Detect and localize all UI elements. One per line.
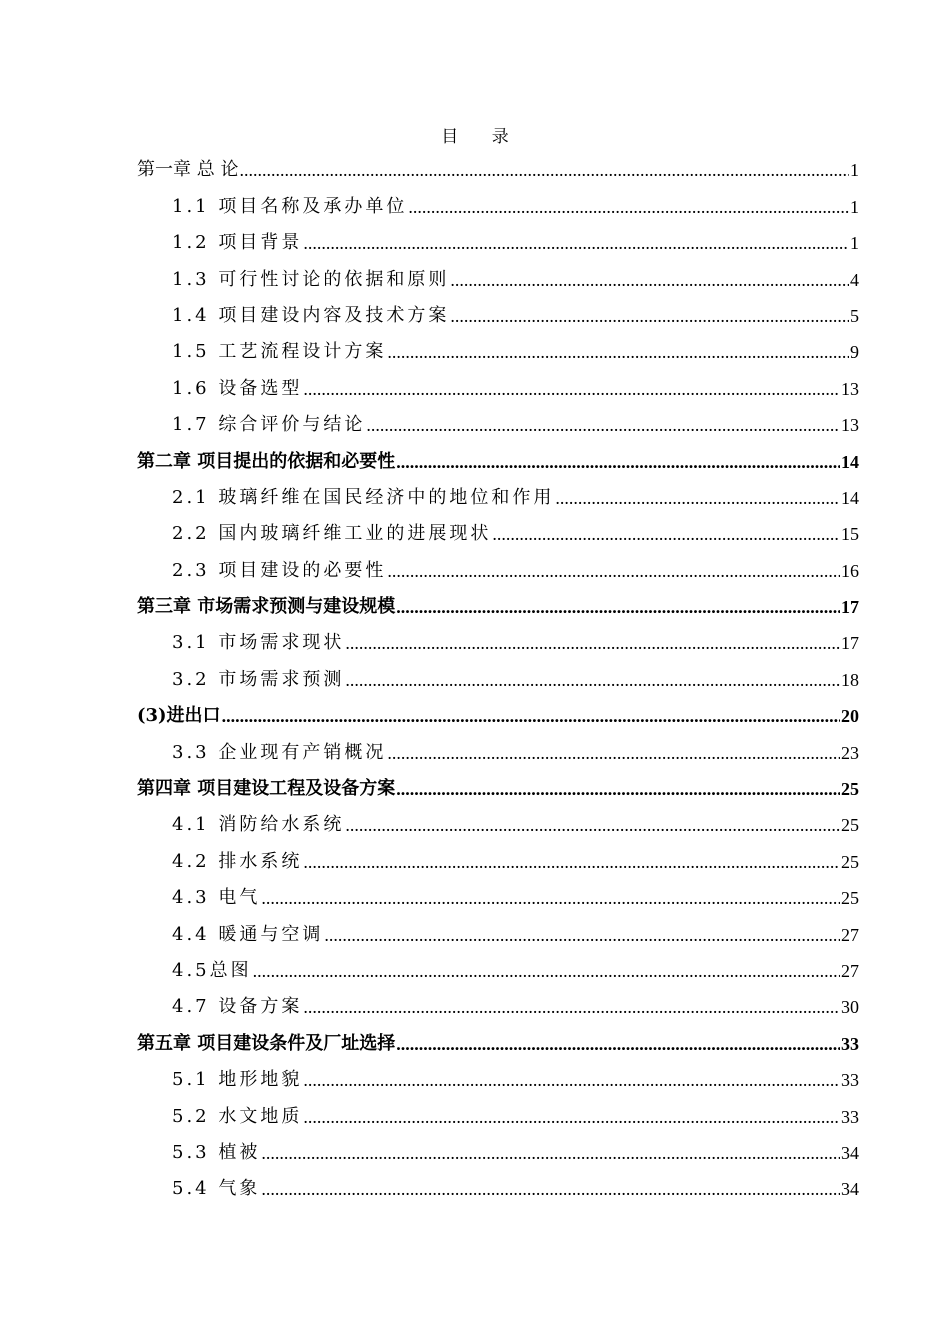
- toc-entry-page: 1: [850, 233, 859, 254]
- toc-entry-page: 25: [841, 851, 859, 872]
- toc-entry[interactable]: [137, 625, 859, 661]
- toc-entry-label: 1.5 工艺流程设计方案: [172, 341, 387, 363]
- toc-entry-page: 27: [841, 960, 859, 981]
- toc-entry-label: 5.3 植被: [172, 1141, 261, 1163]
- dot-leader: [492, 516, 840, 552]
- toc-entry[interactable]: [137, 807, 859, 843]
- dot-leader: [303, 371, 840, 407]
- toc-entry[interactable]: [137, 880, 859, 916]
- toc-entry[interactable]: [137, 1062, 859, 1098]
- toc-entry[interactable]: [137, 771, 859, 807]
- toc-entry-page: 20: [841, 706, 859, 727]
- toc-entry[interactable]: [137, 443, 859, 479]
- dot-leader: [303, 844, 840, 880]
- toc-entry-label: 2.1 玻璃纤维在国民经济中的地位和作用: [172, 486, 555, 508]
- dot-leader: [239, 152, 849, 188]
- toc-entry-label: 第二章 项目提出的依据和必要性: [137, 450, 396, 472]
- dot-leader: [366, 407, 840, 443]
- toc-entry-label: 1.4 项目建设内容及技术方案: [172, 304, 450, 326]
- toc-entry-label: 第五章 项目建设条件及厂址选择: [137, 1032, 396, 1054]
- toc-entry-page: 13: [841, 415, 859, 436]
- toc-entry-label: 5.4 气象: [172, 1178, 261, 1200]
- dot-leader: [222, 698, 840, 734]
- dot-leader: [253, 953, 840, 989]
- toc-entry-page: 33: [841, 1070, 859, 1091]
- dot-leader: [261, 880, 840, 916]
- toc-entry-page: 13: [841, 378, 859, 399]
- toc-entry-page: 9: [850, 342, 859, 363]
- toc-entry-page: 14: [841, 487, 859, 508]
- toc-entry-page: 15: [841, 524, 859, 545]
- toc-entry-label: 5.2 水文地质: [172, 1105, 303, 1127]
- toc-entry-page: 25: [841, 779, 859, 800]
- toc-entry-label: 1.6 设备选型: [172, 377, 303, 399]
- dot-leader: [450, 262, 849, 298]
- toc-entry-page: 14: [841, 451, 859, 472]
- toc-entry-page: 17: [841, 633, 859, 654]
- toc-entry-page: 27: [841, 924, 859, 945]
- dot-leader: [396, 771, 840, 807]
- toc-entry[interactable]: [137, 698, 859, 734]
- toc-entry-label: 4.7 设备方案: [172, 996, 303, 1018]
- toc-entry-label: 2.3 项目建设的必要性: [172, 559, 387, 581]
- toc-entry-page: 25: [841, 888, 859, 909]
- toc-entry-page: 16: [841, 560, 859, 581]
- toc-entry[interactable]: [137, 188, 859, 224]
- toc-entry-label: 3.3 企业现有产销概况: [172, 741, 387, 763]
- toc-entry-label: 3.2 市场需求预测: [172, 668, 345, 690]
- dot-leader: [261, 1171, 840, 1207]
- toc-entry-label: 4.3 电气: [172, 887, 261, 909]
- toc-entry-page: 33: [841, 1033, 859, 1054]
- toc-entry[interactable]: [137, 1171, 859, 1207]
- toc-entry[interactable]: [137, 1098, 859, 1134]
- toc-entry[interactable]: [137, 843, 859, 879]
- dot-leader: [408, 189, 849, 225]
- toc-entry[interactable]: [137, 298, 859, 334]
- toc-entry-page: 1: [850, 160, 859, 181]
- toc-entry-page: 23: [841, 742, 859, 763]
- toc-entry[interactable]: [137, 225, 859, 261]
- dot-leader: [303, 989, 840, 1025]
- toc-entry[interactable]: [137, 407, 859, 443]
- toc-entry-page: 4: [850, 269, 859, 290]
- dot-leader: [396, 1026, 840, 1062]
- dot-leader: [324, 917, 840, 953]
- toc-entry-page: 33: [841, 1106, 859, 1127]
- toc-entry-label: 2.2 国内玻璃纤维工业的进展现状: [172, 523, 492, 545]
- dot-leader: [345, 662, 840, 698]
- toc-entry[interactable]: [137, 953, 859, 989]
- toc-entry-label: 1.3 可行性讨论的依据和原则: [172, 268, 450, 290]
- dot-leader: [387, 553, 840, 589]
- dot-leader: [303, 1062, 840, 1098]
- toc-entry[interactable]: [137, 261, 859, 297]
- toc-entry-label: 1.7 综合评价与结论: [172, 414, 366, 436]
- toc-entry-label: 4.4 暖通与空调: [172, 923, 324, 945]
- toc-entry[interactable]: [137, 1025, 859, 1061]
- toc-entry[interactable]: [137, 334, 859, 370]
- toc-entry-label: 5.1 地形地貌: [172, 1069, 303, 1091]
- toc-entry-label: 4.2 排水系统: [172, 850, 303, 872]
- dot-leader: [303, 225, 849, 261]
- toc-entry[interactable]: [137, 661, 859, 697]
- toc-entry[interactable]: [137, 989, 859, 1025]
- toc-entry-page: 34: [841, 1142, 859, 1163]
- toc-entry-label: 3.1 市场需求现状: [172, 632, 345, 654]
- toc-entry-label: 第一章 总 论: [137, 159, 239, 181]
- toc-entry[interactable]: [137, 516, 859, 552]
- toc-entry-page: 34: [841, 1179, 859, 1200]
- dot-leader: [387, 334, 849, 370]
- toc-entry-page: 1: [850, 196, 859, 217]
- toc-entry[interactable]: [137, 152, 859, 188]
- toc-entry-page: 18: [841, 669, 859, 690]
- dot-leader: [345, 807, 840, 843]
- dot-leader: [261, 1135, 840, 1171]
- dot-leader: [396, 444, 840, 480]
- toc-entry-page: 17: [841, 597, 859, 618]
- table-of-contents: [137, 152, 859, 1207]
- toc-entry-label: 1.2 项目背景: [172, 232, 303, 254]
- toc-entry-page: 25: [841, 815, 859, 836]
- toc-entry-label: 第四章 项目建设工程及设备方案: [137, 778, 396, 800]
- toc-entry[interactable]: [137, 916, 859, 952]
- toc-entry-label: 4.5总图: [172, 959, 252, 981]
- toc-entry[interactable]: [137, 370, 859, 406]
- toc-entry-page: 5: [850, 305, 859, 326]
- toc-title: 目 录: [441, 127, 523, 147]
- toc-entry[interactable]: [137, 734, 859, 770]
- dot-leader: [396, 589, 840, 625]
- toc-entry[interactable]: [137, 552, 859, 588]
- dot-leader: [555, 480, 840, 516]
- toc-entry[interactable]: [137, 480, 859, 516]
- dot-leader: [450, 298, 849, 334]
- dot-leader: [387, 735, 840, 771]
- toc-entry-label: 1.1 项目名称及承办单位: [172, 195, 408, 217]
- toc-entry-label: 4.1 消防给水系统: [172, 814, 345, 836]
- toc-entry-label: (3)进出口: [137, 705, 221, 727]
- toc-entry[interactable]: [137, 589, 859, 625]
- toc-entry-label: 第三章 市场需求预测与建设规模: [137, 596, 396, 618]
- dot-leader: [345, 625, 840, 661]
- toc-entry-page: 30: [841, 997, 859, 1018]
- toc-entry[interactable]: [137, 1135, 859, 1171]
- dot-leader: [303, 1099, 840, 1135]
